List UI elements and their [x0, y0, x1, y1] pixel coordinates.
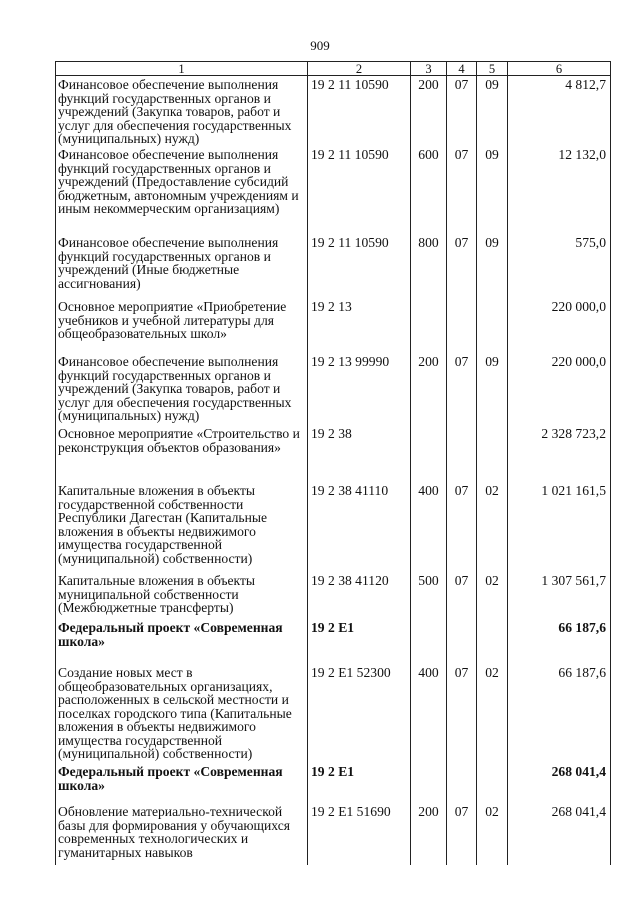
- budget-table: [55, 61, 611, 865]
- table-row: [56, 146, 611, 234]
- page-number: 909: [310, 38, 330, 53]
- header-col-3: 3: [411, 62, 447, 76]
- row-col-5: 09: [477, 234, 508, 298]
- table-header-row: [56, 62, 611, 76]
- row-amount: 220 000,0: [508, 353, 611, 425]
- row-col-4: 07: [447, 803, 477, 865]
- row-col-5: [477, 619, 508, 664]
- row-code: 19 2 E1 52300: [308, 664, 411, 763]
- header-col-4: 4: [447, 62, 477, 76]
- row-col-3: 800: [411, 234, 447, 298]
- row-col-3: 200: [411, 76, 447, 147]
- row-col-5: 02: [477, 572, 508, 619]
- row-name: Финансовое обеспечение выполнения функций государственных органов и учреждений (Предоставление субсидий бюджетным, автономным учреждениям и иным некоммерческим организациям): [56, 146, 308, 234]
- row-col-4: [447, 425, 477, 482]
- row-col-3: [411, 619, 447, 664]
- row-col-3: [411, 425, 447, 482]
- row-col-5: 09: [477, 353, 508, 425]
- row-code: 19 2 38 41120: [308, 572, 411, 619]
- table-row: [56, 234, 611, 298]
- row-name: Основное мероприятие «Приобретение учебников и учебной литературы для общеобразовательных школ»: [56, 298, 308, 353]
- row-name: Федеральный проект «Современная школа»: [56, 763, 308, 803]
- row-code: 19 2 13 99990: [308, 353, 411, 425]
- row-col-3: 400: [411, 482, 447, 572]
- row-col-4: 07: [447, 353, 477, 425]
- row-amount: 268 041,4: [508, 803, 611, 865]
- row-code: 19 2 E1: [308, 763, 411, 803]
- header-col-2: 2: [308, 62, 411, 76]
- row-name: Федеральный проект «Современная школа»: [56, 619, 308, 664]
- row-col-4: 07: [447, 76, 477, 147]
- row-col-4: 07: [447, 572, 477, 619]
- table-row: [56, 425, 611, 482]
- row-col-3: 600: [411, 146, 447, 234]
- row-amount: 220 000,0: [508, 298, 611, 353]
- header-col-1: 1: [56, 62, 308, 76]
- row-code: 19 2 13: [308, 298, 411, 353]
- row-name: Основное мероприятие «Строительство и реконструкция объектов образования»: [56, 425, 308, 482]
- row-amount: 66 187,6: [508, 664, 611, 763]
- table-row: [56, 298, 611, 353]
- row-amount: 2 328 723,2: [508, 425, 611, 482]
- row-col-5: 02: [477, 664, 508, 763]
- row-name: Финансовое обеспечение выполнения функций государственных органов и учреждений (Закупка товаров, работ и услуг для обеспечения государственных (муниципальных) нужд): [56, 353, 308, 425]
- row-code: 19 2 38: [308, 425, 411, 482]
- row-amount: 268 041,4: [508, 763, 611, 803]
- row-name: Капитальные вложения в объекты государственной собственности Республики Дагестан (Капитальные вложения в объекты недвижимого имущества государственной (муниципальной) собственности): [56, 482, 308, 572]
- row-col-3: 200: [411, 803, 447, 865]
- header-col-5: 5: [477, 62, 508, 76]
- row-code: 19 2 11 10590: [308, 76, 411, 147]
- row-col-3: [411, 298, 447, 353]
- table-row: [56, 76, 611, 147]
- row-amount: 66 187,6: [508, 619, 611, 664]
- row-col-4: 07: [447, 482, 477, 572]
- row-code: 19 2 E1: [308, 619, 411, 664]
- row-col-5: [477, 763, 508, 803]
- row-name: Финансовое обеспечение выполнения функций государственных органов и учреждений (Закупка товаров, работ и услуг для обеспечения государственных (муниципальных) нужд): [56, 76, 308, 147]
- row-col-4: 07: [447, 234, 477, 298]
- row-name: Финансовое обеспечение выполнения функций государственных органов и учреждений (Иные бюджетные ассигнования): [56, 234, 308, 298]
- row-col-3: 200: [411, 353, 447, 425]
- table-row: [56, 763, 611, 803]
- table-row: [56, 353, 611, 425]
- row-col-4: [447, 619, 477, 664]
- table-row: [56, 803, 611, 865]
- row-amount: 1 021 161,5: [508, 482, 611, 572]
- row-col-5: 09: [477, 146, 508, 234]
- table-row: [56, 619, 611, 664]
- row-col-4: 07: [447, 146, 477, 234]
- row-col-4: 07: [447, 664, 477, 763]
- row-amount: 1 307 561,7: [508, 572, 611, 619]
- row-col-5: 02: [477, 803, 508, 865]
- row-col-3: [411, 763, 447, 803]
- row-col-5: 09: [477, 76, 508, 147]
- row-code: 19 2 11 10590: [308, 234, 411, 298]
- table-row: [56, 482, 611, 572]
- row-amount: 12 132,0: [508, 146, 611, 234]
- row-name: Создание новых мест в общеобразовательных организациях, расположенных в сельской местности и поселках городского типа (Капитальные вложения в объекты недвижимого имущества государственной (муниципальной) собственности): [56, 664, 308, 763]
- row-col-4: [447, 763, 477, 803]
- table-row: [56, 572, 611, 619]
- row-col-3: 500: [411, 572, 447, 619]
- row-col-5: [477, 298, 508, 353]
- row-name: Капитальные вложения в объекты муниципальной собственности (Межбюджетные трансферты): [56, 572, 308, 619]
- row-col-5: 02: [477, 482, 508, 572]
- row-amount: 4 812,7: [508, 76, 611, 147]
- row-code: 19 2 11 10590: [308, 146, 411, 234]
- row-amount: 575,0: [508, 234, 611, 298]
- row-name: Обновление материально-технической базы для формирования у обучающихся современных технологических и гуманитарных навыков: [56, 803, 308, 865]
- row-col-5: [477, 425, 508, 482]
- row-col-4: [447, 298, 477, 353]
- header-col-6: 6: [508, 62, 611, 76]
- row-code: 19 2 E1 51690: [308, 803, 411, 865]
- row-code: 19 2 38 41110: [308, 482, 411, 572]
- row-col-3: 400: [411, 664, 447, 763]
- table-row: [56, 664, 611, 763]
